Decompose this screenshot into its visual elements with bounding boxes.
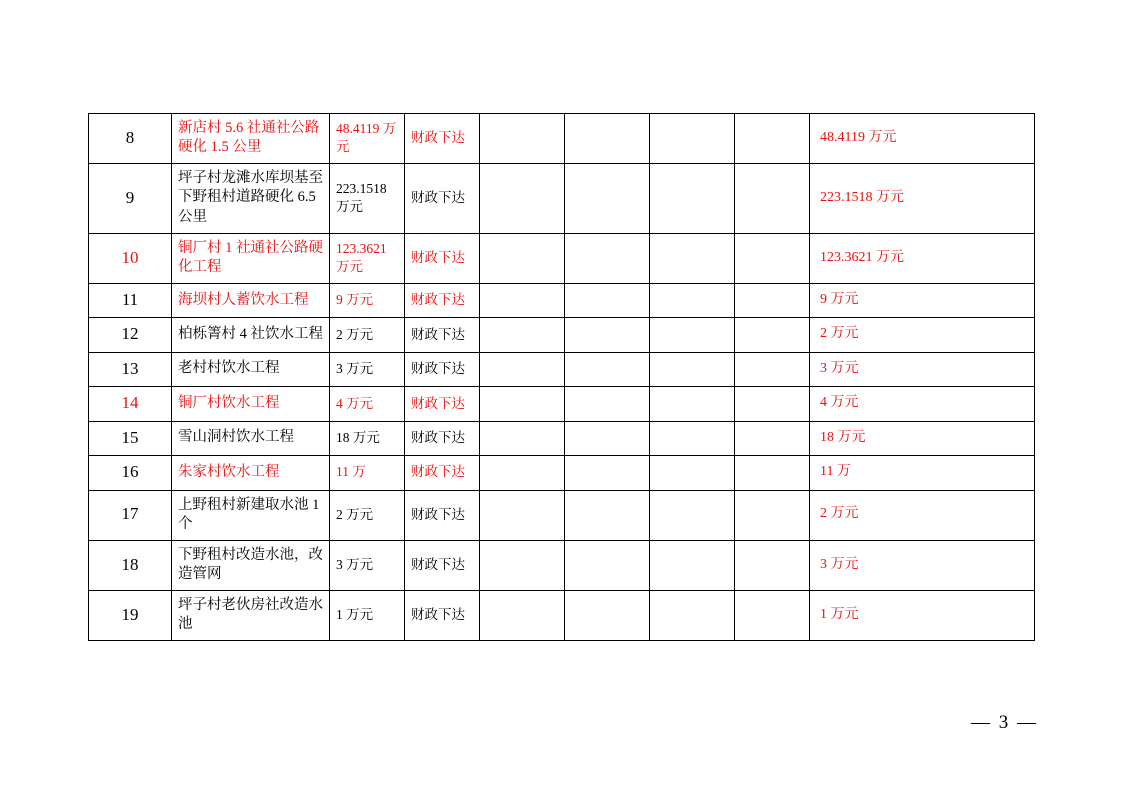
table-row (89, 164, 1035, 233)
empty-column-2 (565, 352, 650, 386)
project-amount: 11 万 (330, 456, 405, 490)
table-row (89, 318, 1035, 352)
row-total: 123.3621 万元 (810, 233, 1035, 283)
project-name: 坪子村龙滩水库坝基至下野租村道路硬化 6.5 公里 (172, 164, 330, 233)
empty-column-3 (650, 352, 735, 386)
empty-column-1 (480, 421, 565, 455)
empty-column-1 (480, 283, 565, 317)
project-amount: 123.3621 万元 (330, 233, 405, 283)
project-name: 铜厂村饮水工程 (172, 387, 330, 421)
row-total: 3 万元 (810, 352, 1035, 386)
empty-column-4 (735, 490, 810, 540)
funding-source: 财政下达 (405, 352, 480, 386)
table-body (89, 114, 1035, 641)
funding-source: 财政下达 (405, 456, 480, 490)
project-amount: 2 万元 (330, 318, 405, 352)
row-total: 2 万元 (810, 490, 1035, 540)
empty-column-3 (650, 114, 735, 164)
empty-column-1 (480, 352, 565, 386)
empty-column-2 (565, 387, 650, 421)
table-row (89, 490, 1035, 540)
project-name: 朱家村饮水工程 (172, 456, 330, 490)
table-row (89, 233, 1035, 283)
table-row (89, 387, 1035, 421)
project-name: 柏栎箐村 4 社饮水工程 (172, 318, 330, 352)
table-row (89, 591, 1035, 641)
empty-column-2 (565, 283, 650, 317)
empty-column-4 (735, 233, 810, 283)
empty-column-3 (650, 421, 735, 455)
funding-source: 财政下达 (405, 283, 480, 317)
project-amount: 3 万元 (330, 352, 405, 386)
row-total: 48.4119 万元 (810, 114, 1035, 164)
empty-column-4 (735, 456, 810, 490)
project-name: 坪子村老伙房社改造水池 (172, 591, 330, 641)
row-index: 15 (89, 421, 172, 455)
empty-column-4 (735, 114, 810, 164)
empty-column-3 (650, 456, 735, 490)
funding-source: 财政下达 (405, 387, 480, 421)
empty-column-4 (735, 591, 810, 641)
table-row (89, 283, 1035, 317)
row-total: 18 万元 (810, 421, 1035, 455)
empty-column-1 (480, 114, 565, 164)
empty-column-2 (565, 540, 650, 590)
empty-column-1 (480, 540, 565, 590)
empty-column-3 (650, 318, 735, 352)
empty-column-4 (735, 164, 810, 233)
empty-column-1 (480, 233, 565, 283)
row-index: 10 (89, 233, 172, 283)
empty-column-4 (735, 387, 810, 421)
row-total: 2 万元 (810, 318, 1035, 352)
row-index: 17 (89, 490, 172, 540)
empty-column-1 (480, 490, 565, 540)
project-amount: 18 万元 (330, 421, 405, 455)
project-amount: 2 万元 (330, 490, 405, 540)
empty-column-3 (650, 233, 735, 283)
empty-column-1 (480, 387, 565, 421)
project-funding-table (88, 113, 1035, 641)
funding-source: 财政下达 (405, 421, 480, 455)
row-total: 4 万元 (810, 387, 1035, 421)
funding-source: 财政下达 (405, 233, 480, 283)
project-name: 海坝村人蓄饮水工程 (172, 283, 330, 317)
table-row (89, 456, 1035, 490)
empty-column-2 (565, 490, 650, 540)
empty-column-2 (565, 318, 650, 352)
project-name: 铜厂村 1 社通社公路硬化工程 (172, 233, 330, 283)
row-index: 11 (89, 283, 172, 317)
empty-column-3 (650, 283, 735, 317)
empty-column-2 (565, 591, 650, 641)
row-total: 1 万元 (810, 591, 1035, 641)
row-index: 9 (89, 164, 172, 233)
funding-source: 财政下达 (405, 490, 480, 540)
empty-column-3 (650, 490, 735, 540)
row-index: 19 (89, 591, 172, 641)
table-row (89, 421, 1035, 455)
project-name: 老村村饮水工程 (172, 352, 330, 386)
project-name: 上野租村新建取水池 1 个 (172, 490, 330, 540)
project-name: 新店村 5.6 社通社公路硬化 1.5 公里 (172, 114, 330, 164)
row-total: 11 万 (810, 456, 1035, 490)
row-index: 14 (89, 387, 172, 421)
row-total: 3 万元 (810, 540, 1035, 590)
project-amount: 48.4119 万元 (330, 114, 405, 164)
empty-column-4 (735, 540, 810, 590)
empty-column-1 (480, 456, 565, 490)
empty-column-3 (650, 387, 735, 421)
funding-source: 财政下达 (405, 540, 480, 590)
table-row (89, 114, 1035, 164)
empty-column-1 (480, 318, 565, 352)
project-name: 雪山洞村饮水工程 (172, 421, 330, 455)
funding-source: 财政下达 (405, 591, 480, 641)
empty-column-1 (480, 164, 565, 233)
empty-column-4 (735, 283, 810, 317)
row-index: 12 (89, 318, 172, 352)
empty-column-2 (565, 164, 650, 233)
funding-source: 财政下达 (405, 164, 480, 233)
page-number: — 3 — (971, 712, 1038, 733)
empty-column-3 (650, 164, 735, 233)
project-amount: 3 万元 (330, 540, 405, 590)
row-index: 18 (89, 540, 172, 590)
row-total: 9 万元 (810, 283, 1035, 317)
funding-source: 财政下达 (405, 114, 480, 164)
empty-column-2 (565, 114, 650, 164)
empty-column-2 (565, 233, 650, 283)
row-index: 16 (89, 456, 172, 490)
project-amount: 223.1518 万元 (330, 164, 405, 233)
project-name: 下野租村改造水池，改造管网 (172, 540, 330, 590)
empty-column-3 (650, 540, 735, 590)
row-total: 223.1518 万元 (810, 164, 1035, 233)
table-row (89, 540, 1035, 590)
empty-column-4 (735, 318, 810, 352)
project-amount: 1 万元 (330, 591, 405, 641)
project-amount: 4 万元 (330, 387, 405, 421)
funding-source: 财政下达 (405, 318, 480, 352)
empty-column-1 (480, 591, 565, 641)
row-index: 13 (89, 352, 172, 386)
empty-column-4 (735, 352, 810, 386)
project-amount: 9 万元 (330, 283, 405, 317)
row-index: 8 (89, 114, 172, 164)
empty-column-3 (650, 591, 735, 641)
empty-column-4 (735, 421, 810, 455)
empty-column-2 (565, 421, 650, 455)
empty-column-2 (565, 456, 650, 490)
table-row (89, 352, 1035, 386)
